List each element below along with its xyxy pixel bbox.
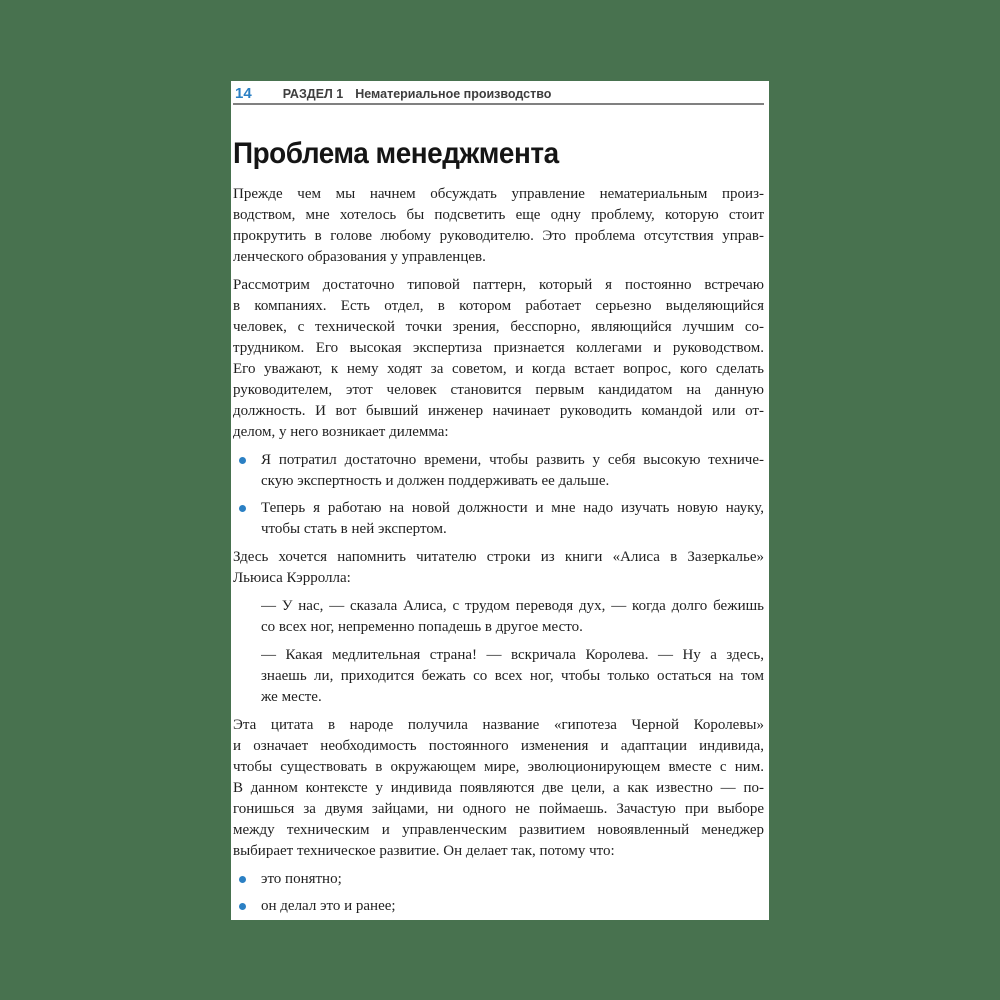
text-line: Я потратил достаточно времени, чтобы развить у себя высокую техниче-	[261, 452, 764, 468]
text-line: водством, мне хотелось бы подсветить еще одну проблему, которую стоит	[233, 207, 764, 223]
quote-block	[261, 596, 764, 638]
text-line: это понятно;	[261, 871, 342, 887]
header-rule	[233, 103, 764, 105]
text-line: со всех ног, непременно попадешь в другое место.	[261, 619, 583, 635]
text-line: он делал это и ранее;	[261, 898, 396, 914]
bullet-icon	[239, 457, 246, 464]
section-title: Нематериальное производство	[355, 87, 552, 101]
text-line: Его уважают, к нему ходят за советом, и когда встает вопрос, кого сделать	[233, 361, 764, 377]
text-line: ленческого образования у управленцев.	[233, 249, 486, 265]
bullet-text	[261, 498, 764, 540]
text-line: человек, с технической точки зрения, бесспорно, являющийся лучшим со-	[233, 319, 764, 335]
text-line: — Какая медлительная страна! — вскричала Королева. — Ну а здесь,	[261, 647, 764, 663]
text-line: скую экспертность и должен поддерживать ее дальше.	[261, 473, 610, 489]
running-head	[233, 85, 764, 100]
text-line: должность. И вот бывший инженер начинает руководить командой или от-	[233, 403, 764, 419]
paragraph	[233, 547, 764, 589]
paragraph	[233, 275, 764, 443]
bullet-text	[261, 869, 764, 890]
text-line: трудником. Его высокая экспертиза признается коллегами и руководством.	[233, 340, 764, 356]
text-line: руководителем, этот человек становится первым кандидатом на данную	[233, 382, 764, 398]
section-label: РАЗДЕЛ 1	[282, 87, 344, 101]
text-line: Прежде чем мы начнем обсуждать управление нематериальным произ-	[233, 186, 764, 202]
text-line: Льюиса Кэрролла:	[233, 570, 351, 586]
text-line: чтобы существовать в окружающем мире, эволюционирующем вместе с ним.	[233, 759, 764, 775]
bullet-text	[261, 450, 764, 492]
text-line: в компаниях. Есть отдел, в котором работает серьезно выделяющийся	[233, 298, 764, 314]
chapter-title-text: Проблема менеджмента	[233, 137, 559, 170]
text-line: между техническим и управленческим развитием новоявленный менеджер	[233, 822, 764, 838]
bullet-text	[261, 896, 764, 917]
paragraph	[233, 184, 764, 268]
bullet-list	[233, 450, 764, 540]
text-line: знаешь ли, приходится бежать со всех ног, чтобы только остаться на том	[261, 668, 764, 684]
text-line: — У нас, — сказала Алиса, с трудом переводя дух, — когда долго бежишь	[261, 598, 764, 614]
quote-block	[261, 645, 764, 708]
chapter-title	[233, 138, 764, 170]
text-line: В данном контексте у индивида появляются две цели, а как известно — по-	[233, 780, 764, 796]
bullet-icon	[239, 876, 246, 883]
text-line: выбирает техническое развитие. Он делает так, потому что:	[233, 843, 615, 859]
bullet-list	[233, 869, 764, 917]
text-line: прокрутить в голове любому руководителю. Это проблема отсутствия управ-	[233, 228, 764, 244]
text-line: же месте.	[261, 689, 322, 705]
bullet-item	[233, 869, 764, 890]
page-body	[233, 184, 764, 917]
text-line: Рассмотрим достаточно типовой паттерн, который я постоянно встречаю	[233, 277, 764, 293]
text-line: делом, у него возникает дилемма:	[233, 424, 449, 440]
page-number: 14	[235, 85, 252, 102]
text-line: и означает необходимость постоянного изменения и адаптации индивида,	[233, 738, 764, 754]
bullet-icon	[239, 903, 246, 910]
text-line: гонишься за двумя зайцами, ни одного не поймаешь. Зачастую при выборе	[233, 801, 764, 817]
bullet-item	[233, 498, 764, 540]
book-page	[231, 81, 769, 920]
bullet-item	[233, 896, 764, 917]
text-line: Теперь я работаю на новой должности и мне надо изучать новую науку,	[261, 500, 764, 516]
text-line: чтобы стать в ней экспертом.	[261, 521, 447, 537]
bullet-icon	[239, 505, 246, 512]
paragraph	[233, 715, 764, 862]
bullet-item	[233, 450, 764, 492]
text-line: Эта цитата в народе получила название «гипотеза Черной Королевы»	[233, 717, 764, 733]
text-line: Здесь хочется напомнить читателю строки из книги «Алиса в Зазеркалье»	[233, 549, 764, 565]
